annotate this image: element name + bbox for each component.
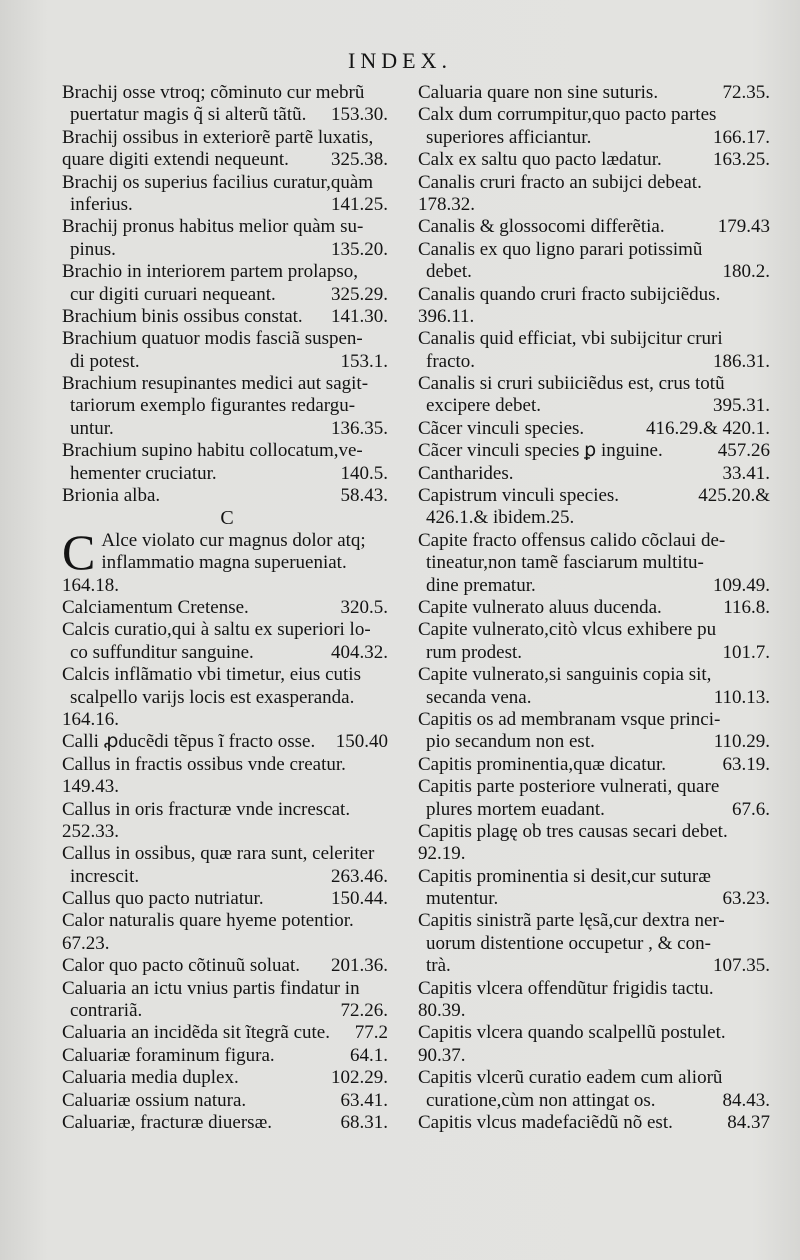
index-entry [62, 1090, 392, 1112]
entry-text: Brachij ossibus in exteriorẽ partẽ luxatis, [62, 126, 374, 148]
index-entry [418, 507, 774, 529]
page-reference: 136.35. [331, 417, 388, 439]
index-entry [418, 149, 774, 171]
index-entry [418, 351, 774, 373]
entry-text: Capitis plagę ob tres causas secari debet. [418, 820, 728, 842]
page-reference: 141.30. [331, 305, 388, 327]
index-entry [418, 82, 774, 104]
index-entry [418, 799, 774, 821]
entry-text: mutentur. [426, 888, 499, 910]
entry-text: Caluaria an ictu vnius partis findatur in [62, 977, 360, 999]
entry-text: Brionia alba. [62, 485, 161, 507]
entry-text: Cantharides. [418, 462, 514, 484]
entry-text: Capite vulnerato aluus ducenda. [418, 596, 662, 618]
entry-text: Calcis curatio,qui à saltu ex superiori lo- [62, 619, 371, 641]
page-reference: 72.35. [722, 82, 770, 103]
page-reference: 110.29. [713, 731, 770, 753]
entry-text: 252.33. [62, 820, 119, 842]
index-entry [62, 888, 392, 910]
index-entry [62, 843, 392, 865]
page-reference: 404.32. [331, 641, 388, 663]
index-entry [418, 1022, 774, 1044]
index-entry [418, 418, 774, 440]
page-reference: 325.29. [331, 283, 388, 305]
page-reference: 84.43. [722, 1089, 770, 1111]
index-entry [418, 216, 774, 238]
entry-text: tineatur,non tamẽ fasciarum multitu- [426, 552, 704, 574]
index-entry [418, 1045, 774, 1067]
index-entry [418, 1067, 774, 1089]
page-reference: 140.5. [340, 462, 388, 484]
entry-text: Capistrum vinculi species. [418, 485, 620, 507]
page-reference: 201.36. [331, 955, 388, 977]
index-entry [62, 731, 392, 753]
entry-text: Capitis parte posteriore vulnerati, quare [418, 776, 720, 798]
entry-text: Calx ex saltu quo pacto lædatur. [418, 149, 662, 171]
index-entry [418, 619, 774, 641]
entry-text: Capitis os ad membranam vsque princi- [418, 708, 721, 730]
entry-text: Capitis vlcerũ curatio eadem cum aliorũ [418, 1067, 723, 1089]
index-entry [62, 395, 392, 417]
entry-text: tariorum exemplo figurantes redargu- [70, 395, 356, 417]
index-entry [418, 821, 774, 843]
page-reference: 68.31. [340, 1111, 388, 1133]
index-entry [418, 1112, 774, 1134]
index-entry [418, 933, 774, 955]
entry-text: Brachium resupinantes medici aut sagit- [62, 373, 369, 395]
page-reference: 84.37 [727, 1111, 770, 1133]
entry-text: trà. [426, 955, 451, 977]
page-reference: 110.13. [713, 686, 770, 708]
entry-text: Capitis prominentia si desit,cur suturæ [418, 865, 711, 887]
entry-text: Caluaria quare non sine suturis. [418, 82, 659, 103]
page-reference: 63.41. [340, 1089, 388, 1111]
entry-text: Cãcer vinculi species. [418, 417, 585, 439]
index-entry [418, 104, 774, 126]
index-entry [418, 552, 774, 574]
entry-text: Callus quo pacto nutriatur. [62, 888, 264, 910]
entry-text: fracto. [426, 350, 476, 372]
index-entry [418, 284, 774, 306]
index-entry [62, 619, 392, 641]
page-reference: 64.1. [350, 1044, 388, 1066]
entry-text: Calli ꝓducẽdi tẽpus ĩ fracto osse. [62, 731, 316, 753]
entry-text: 80.39. [418, 1000, 466, 1022]
entry-text: Brachij pronus habitus melior quàm su- [62, 216, 364, 238]
index-entry [418, 328, 774, 350]
index-entry [62, 485, 392, 507]
entry-text: Calx dum corrumpitur,quo pacto partes [418, 104, 717, 126]
entry-text: Caluariæ ossium natura. [62, 1089, 247, 1111]
entry-text: Cãcer vinculi species ꝑ inguine. [418, 440, 663, 462]
entry-text: debet. [426, 261, 472, 283]
entry-text: 67.23. [62, 932, 110, 954]
index-entry [418, 642, 774, 664]
page-reference: 163.25. [713, 149, 770, 171]
page-reference: 395.31. [713, 395, 770, 417]
page-reference: 33.41. [722, 462, 770, 484]
index-entry [62, 1045, 392, 1067]
index-entry [62, 149, 392, 171]
entry-text: Callus in fractis ossibus vnde creatur. [62, 753, 346, 775]
entry-text: Calor quo pacto cõtinuũ soluat. [62, 955, 300, 977]
index-entry [62, 910, 392, 932]
index-entry [62, 82, 392, 104]
entry-text: Brachij osse vtroq; cõminuto cur mebrũ [62, 82, 365, 103]
index-entry [418, 866, 774, 888]
entry-text: Calor naturalis quare hyeme potentior. [62, 910, 354, 932]
index-entry [418, 731, 774, 753]
entry-text: rum prodest. [426, 641, 523, 663]
entry-text: scalpello varijs locis est exasperanda. [70, 686, 355, 708]
index-entry [418, 1090, 774, 1112]
entry-text: Calciamentum Cretense. [62, 597, 249, 618]
entry-text: Capitis sinistrã parte lęsã,cur dextra ner- [418, 910, 725, 932]
entry-text: Brachio in interiorem partem prolapso, [62, 261, 358, 283]
index-entry [62, 418, 392, 440]
entry-text: Canalis ex quo ligno parari potissimũ [418, 238, 703, 260]
index-entry [62, 933, 392, 955]
index-entry [62, 1112, 392, 1134]
entry-text: Caluaria media duplex. [62, 1067, 239, 1089]
entry-text: Canalis si cruri subiiciẽdus est, crus totũ [418, 373, 725, 395]
page-reference: 58.43. [340, 485, 388, 507]
index-entry [62, 127, 392, 149]
entry-text: quare digiti extendi nequeunt. [62, 149, 289, 171]
page-reference: 186.31. [713, 350, 770, 372]
index-entry [62, 373, 392, 395]
page-reference: 325.38. [331, 149, 388, 171]
entry-text: Caluariæ foraminum figura. [62, 1044, 275, 1066]
page-reference: 320.5. [340, 597, 388, 618]
index-entry [62, 328, 392, 350]
entry-text: puertatur magis q̃ si alterũ tãtũ. [70, 104, 307, 126]
index-entry [62, 687, 392, 709]
entry-text: Capitis vlcus madefaciẽdũ nõ est. [418, 1111, 673, 1133]
page-reference: 150.40 [335, 731, 388, 753]
entry-text: dine prematur. [426, 574, 536, 596]
entry-text: Capitis vlcera offendũtur frigidis tactu. [418, 977, 714, 999]
page-reference: 179.43 [717, 216, 770, 238]
page-reference: 150.44. [331, 888, 388, 910]
index-entry [418, 261, 774, 283]
index-entry [418, 664, 774, 686]
entry-text: Capite vulnerato,si sanguinis copia sit, [418, 664, 712, 686]
entry-text: inferius. [70, 193, 133, 215]
index-entry [62, 799, 392, 821]
entry-text: 92.19. [418, 843, 466, 865]
entry-text: Callus in ossibus, quæ rara sunt, celeriter [62, 843, 375, 865]
entry-text: pinus. [70, 238, 116, 260]
index-entry [418, 127, 774, 149]
index-entry [418, 910, 774, 932]
index-entry [62, 351, 392, 373]
entry-text: Canalis & glossocomi differẽtia. [418, 216, 665, 238]
entry-text: secanda vena. [426, 686, 532, 708]
entry-text: superiores afficiantur. [426, 126, 592, 148]
index-entry [62, 440, 392, 462]
index-entry [418, 687, 774, 709]
entry-text: Canalis cruri fracto an subijci debeat. [418, 171, 702, 193]
index-entry [62, 754, 392, 776]
page-reference: 102.29. [331, 1067, 388, 1089]
index-entry [418, 575, 774, 597]
entry-text: 90.37. [418, 1044, 466, 1066]
index-entry [418, 395, 774, 417]
index-entry [62, 955, 392, 977]
entry-text: Capitis vlcera quando scalpellũ postulet. [418, 1022, 726, 1044]
entry-text: Canalis quando cruri fracto subijciẽdus. [418, 283, 721, 305]
entry-text: untur. [70, 417, 114, 439]
entry-text: Brachij os superius facilius curatur,quàm [62, 171, 374, 193]
page-reference: 109.49. [713, 574, 770, 596]
index-entry [418, 530, 774, 552]
index-entry [418, 955, 774, 977]
index-entry [62, 1000, 392, 1022]
index-entry [418, 776, 774, 798]
index-entry [62, 664, 392, 686]
index-entry [418, 194, 774, 216]
entry-text: Caluaria an incidẽda sit ĩtegrã cute. [62, 1022, 330, 1044]
index-entry [62, 709, 392, 731]
entry-text: contrariã. [70, 1000, 143, 1022]
entry-text: Canalis quid efficiat, vbi subijcitur cruri [418, 328, 723, 350]
index-entry [62, 1022, 392, 1044]
index-entry [418, 978, 774, 1000]
index-entry [418, 463, 774, 485]
page-reference: 135.20. [331, 238, 388, 260]
page-reference: 72.26. [340, 1000, 388, 1022]
section-letter: C [220, 507, 234, 530]
index-entry [418, 843, 774, 865]
index-entry [62, 978, 392, 1000]
index-entry [418, 306, 774, 328]
entry-text: Caluariæ, fracturæ diuersæ. [62, 1111, 273, 1133]
index-entry [62, 463, 392, 485]
index-entry [62, 306, 392, 328]
page-reference: 416.29.& 420.1. [645, 417, 770, 439]
index-entry [62, 194, 392, 216]
page-header: INDEX. [348, 48, 452, 73]
index-entry [418, 597, 774, 619]
entry-text: excipere debet. [426, 395, 541, 417]
entry-text: pio secandum non est. [426, 731, 595, 753]
index-entry [418, 1000, 774, 1022]
entry-text: inflammatio magna superueniat. [101, 552, 347, 574]
index-entry [418, 888, 774, 910]
index-entry [418, 239, 774, 261]
drop-cap-letter: C [62, 523, 96, 580]
index-column-right [418, 82, 774, 1134]
entry-text: di potest. [70, 350, 140, 372]
entry-text: 396.11. [418, 305, 475, 327]
index-entry [62, 866, 392, 888]
index-entry [62, 284, 392, 306]
entry-text: uorum distentione occupetur , & con- [426, 932, 711, 954]
entry-text: 149.43. [62, 776, 119, 798]
index-entry [418, 373, 774, 395]
entry-text: Brachium binis ossibus constat. [62, 305, 303, 327]
entry-text: 426.1.& ibidem.25. [426, 507, 575, 529]
entry-text: 178.32. [418, 193, 475, 215]
index-entry [418, 440, 774, 462]
index-entry [62, 776, 392, 798]
index-entry [62, 597, 392, 619]
drop-cap-entry [62, 523, 392, 580]
page-reference: 107.35. [713, 955, 770, 977]
page-reference: 101.7. [722, 641, 770, 663]
entry-text: co suffunditur sanguine. [70, 641, 254, 663]
page-reference: 141.25. [331, 193, 388, 215]
index-entry [418, 485, 774, 507]
entry-text: increscit. [70, 865, 140, 887]
index-entry [62, 104, 392, 126]
entry-text: hementer cruciatur. [70, 462, 217, 484]
page-reference: 153.1. [340, 350, 388, 372]
entry-text: Capite vulnerato,citò vlcus exhibere pu [418, 619, 717, 641]
index-entry [418, 754, 774, 776]
entry-text: Calcis inflãmatio vbi timetur, eius cutis [62, 664, 361, 686]
entry-text: Brachium quatuor modis fasciã suspen- [62, 328, 363, 350]
entry-text: cur digiti curuari nequeant. [70, 283, 276, 305]
page-reference: 63.19. [722, 753, 770, 775]
entry-text: 164.16. [62, 708, 119, 730]
entry-text: Alce violato cur magnus dolor atq; [101, 529, 366, 551]
index-entry [62, 575, 392, 597]
entry-text: Callus in oris fracturæ vnde increscat. [62, 798, 351, 820]
page-reference: 153.30. [331, 104, 388, 126]
page-reference: 77.2 [354, 1022, 388, 1044]
index-entry [62, 1067, 392, 1089]
page-reference: 67.6. [732, 798, 770, 820]
index-entry [62, 261, 392, 283]
entry-text: Capitis prominentia,quæ dicatur. [418, 753, 667, 775]
page-reference: 180.2. [722, 261, 770, 283]
page-reference: 457.26 [717, 440, 770, 462]
page-reference: 116.8. [723, 596, 770, 618]
entry-text: 164.18. [62, 574, 119, 596]
page-reference: 63.23. [722, 888, 770, 910]
index-column-left [62, 82, 392, 1134]
page-reference: 166.17. [713, 126, 770, 148]
index-entry [62, 821, 392, 843]
index-entry [62, 642, 392, 664]
index-entry [418, 709, 774, 731]
index-entry [62, 239, 392, 261]
entry-text: Brachium supino habitu collocatum,ve- [62, 440, 363, 462]
entry-text: plures mortem euadant. [426, 798, 605, 820]
index-entry [62, 216, 392, 238]
entry-text: curatione,cùm non attingat os. [426, 1089, 656, 1111]
entry-text: Capite fracto offensus calido cõclaui de- [418, 529, 726, 551]
index-entry [418, 172, 774, 194]
page-reference: 263.46. [331, 865, 388, 887]
index-entry [62, 172, 392, 194]
page-reference: 425.20.& [698, 485, 770, 507]
